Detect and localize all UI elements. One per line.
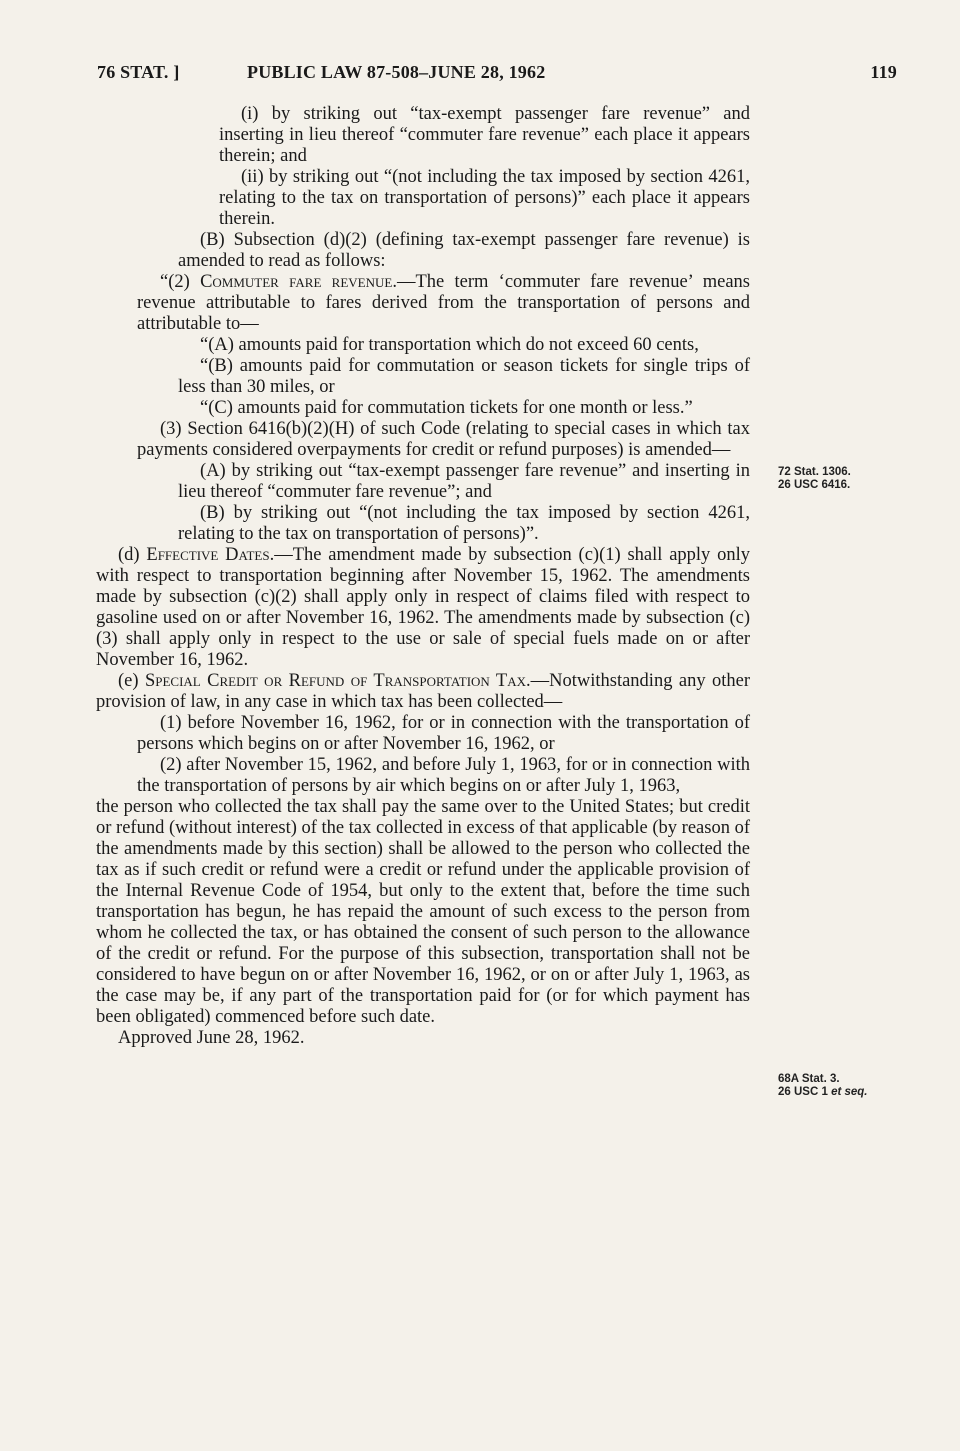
paragraph: (3) Section 6416(b)(2)(H) of such Code (relating to special cases in which tax payments considered overpayments for credit or refund purposes) is amended—	[137, 419, 750, 460]
approval-date: Approved June 28, 1962.	[118, 1028, 305, 1048]
paragraph: “(C) amounts paid for commutation tickets for one month or less.”	[200, 398, 693, 418]
paragraph: “(A) amounts paid for transportation which do not exceed 60 cents,	[200, 335, 699, 355]
margin-citation: 68A Stat. 3. 26 USC 1 et seq.	[778, 1073, 868, 1098]
paragraph: (A) by striking out “tax-exempt passenger fare revenue” and inserting in lieu thereof “commuter fare revenue”; and	[178, 461, 750, 502]
paragraph: (d) Effective Dates.—The amendment made by subsection (c)(1) shall apply only with respect to transportation beginning after November 15, 1962. The amendments made by subsection (c)(2) shall apply only in respect of claims filed with respect to gasoline used on or after November 16, 1962. The amendments made by subsection (c)(3) shall apply only in respect to the use or sale of special fuels made on or after November 16, 1962.	[96, 545, 751, 670]
law-title: PUBLIC LAW 87-508–JUNE 28, 1962	[247, 62, 546, 82]
paragraph: the person who collected the tax shall pay the same over to the United States; but credit or refund (without interest) of the tax collected in excess of that applicable (by reason of the amendments made by this section) shall be allowed to the person who collected the tax as if such credit or refund were a credit or refund under the applicable provision of the Internal Revenue Code of 1954, but only to the extent that, before the time such transportation has begun, he has repaid the amount of such excess to the person from whom he collected the tax, or has obtained the consent of such person to the allowance of the credit or refund. For the purpose of this subsection, transportation shall not be considered to have begun on or after November 16, 1962, or on or after July 1, 1963, as the case may be, if any part of the transportation paid for (or for which payment has been obligated) commenced before such date.	[96, 797, 750, 1027]
section-heading: Special Credit or Refund of Transportation Tax.	[144, 671, 531, 691]
section-heading: Effective Dates.	[146, 545, 275, 565]
margin-citation: 72 Stat. 1306. 26 USC 6416.	[778, 466, 851, 491]
volume-citation: 76 STAT. ]	[97, 62, 180, 82]
paragraph: (i) by striking out “tax-exempt passenger fare revenue” and inserting in lieu thereof “commuter fare revenue” each place it appears therein; and	[219, 104, 750, 166]
paragraph: (B) Subsection (d)(2) (defining tax-exempt passenger fare revenue) is amended to read as follows:	[178, 230, 750, 271]
paragraph: “(B) amounts paid for commutation or season tickets for single trips of less than 30 miles, or	[178, 356, 750, 397]
paragraph: (2) after November 15, 1962, and before July 1, 1963, for or in connection with the transportation of persons by air which begins on or after July 1, 1963,	[137, 755, 750, 796]
paragraph: (1) before November 16, 1962, for or in connection with the transportation of persons which begins on or after November 16, 1962, or	[137, 713, 750, 754]
paragraph: (e) Special Credit or Refund of Transportation Tax.—Notwithstanding any other provision of law, in any case in which tax has been collected—	[96, 671, 750, 712]
paragraph: “(2) Commuter fare revenue.—The term ‘commuter fare revenue’ means revenue attributable to fares derived from the transportation of persons and attributable to—	[137, 272, 750, 334]
section-heading: Commuter fare revenue.	[200, 272, 397, 292]
paragraph: (B) by striking out “(not including the tax imposed by section 4261, relating to the tax on transportation of persons)”.	[178, 503, 750, 544]
paragraph: (ii) by striking out “(not including the tax imposed by section 4261, relating to the tax on transportation of persons)” each place it appears therein.	[219, 167, 750, 229]
statute-text	[96, 104, 750, 1049]
page-number: 119	[870, 62, 897, 82]
